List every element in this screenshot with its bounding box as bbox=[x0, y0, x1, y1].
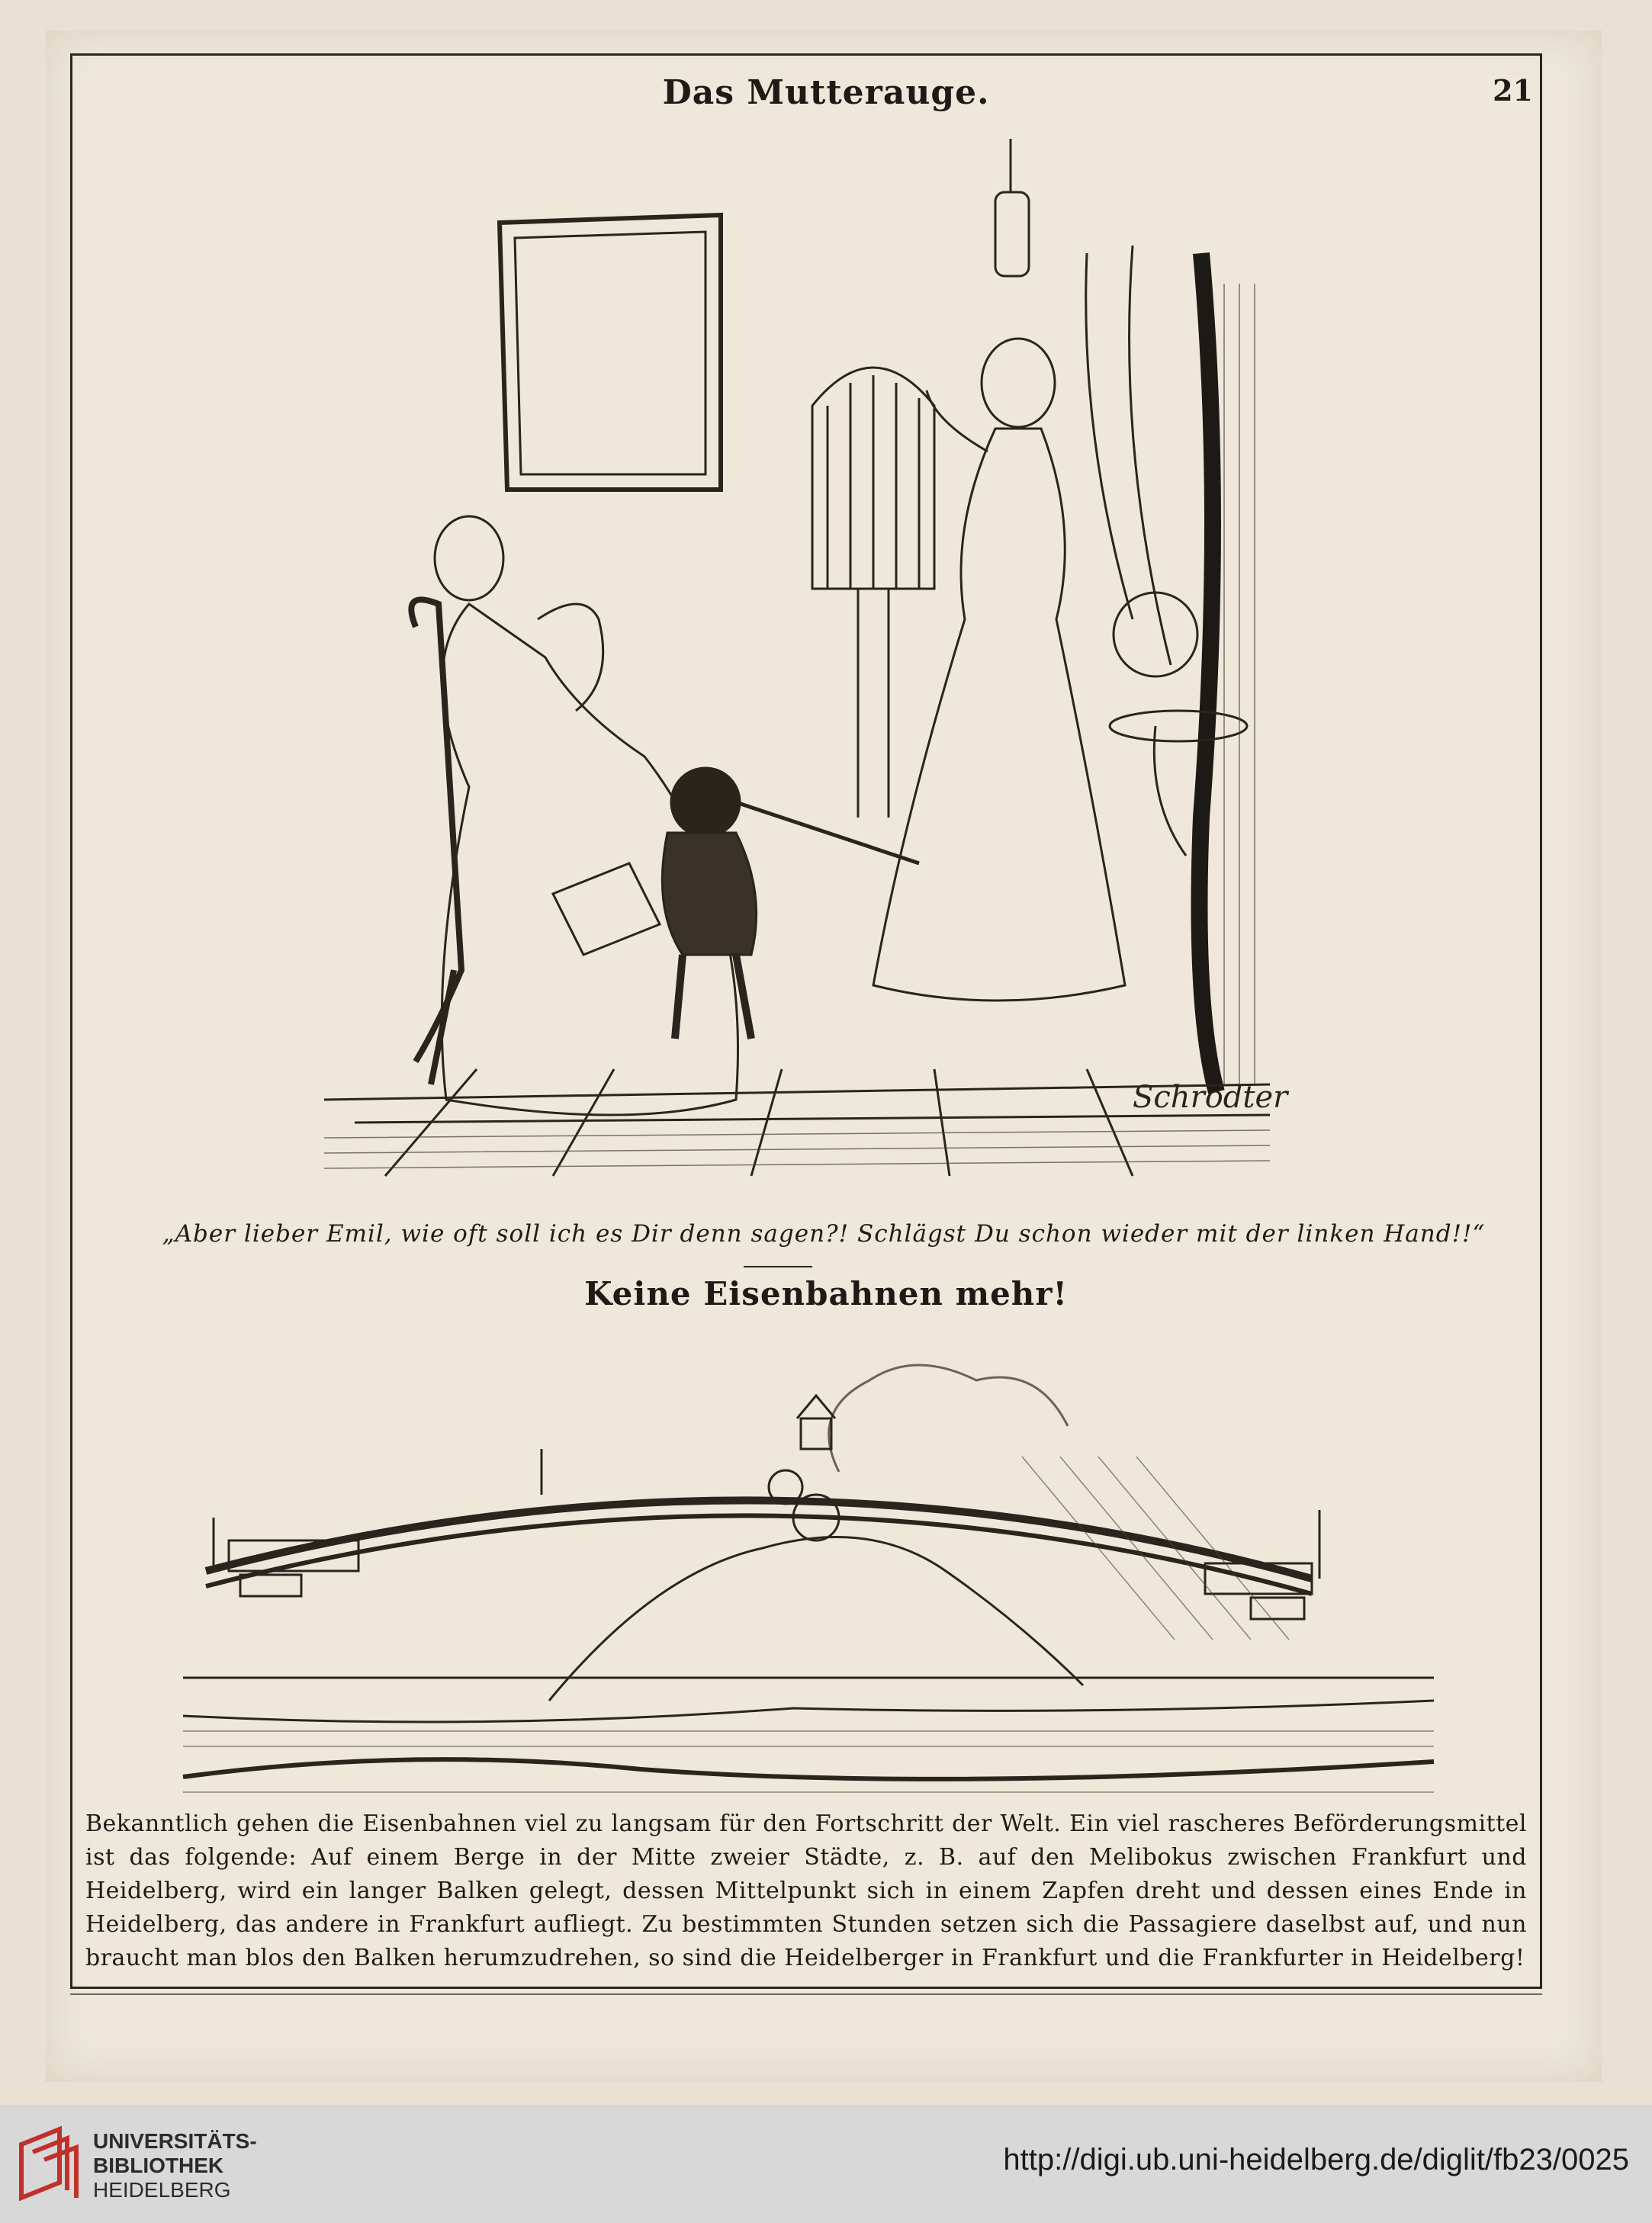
library-name-line-2: BIBLIOTHEK bbox=[93, 2154, 224, 2177]
artist-signature: Schrödter bbox=[1133, 1080, 1288, 1115]
library-name-line-3: HEIDELBERG bbox=[93, 2178, 231, 2202]
page-title: Das Mutterauge. bbox=[662, 73, 990, 112]
article-title: Keine Eisenbahnen mehr! bbox=[584, 1275, 1068, 1312]
page-number: 21 bbox=[1493, 73, 1533, 108]
permalink-url[interactable]: http://digi.ub.uni-heidelberg.de/diglit/fb23/0025 bbox=[1003, 2143, 1629, 2176]
illustration-caption: „Aber lieber Emil, wie oft soll ich es Dir denn sagen?! Schlägst Du schon wieder mit der linken Hand!!“ bbox=[162, 1220, 1486, 1248]
beam-bridge-illustration bbox=[183, 1319, 1434, 1807]
bottom-rule bbox=[70, 1993, 1542, 1995]
section-divider bbox=[744, 1266, 812, 1267]
parlour-illustration bbox=[324, 131, 1288, 1176]
library-logo-icon bbox=[14, 2122, 84, 2207]
library-footer bbox=[0, 2105, 1652, 2223]
article-body: Bekanntlich gehen die Eisenbahnen viel zu langsam für den Fortschritt der Welt. Ein viel rascheres Beförderungsmittel ist das folgende: Auf einem Berge in der Mitte zweier Städte, z. B. auf den Melibokus zwischen Frankfurt und Heidelberg, wird ein langer Balken gelegt, dessen Mittelpunkt sich in einem Zapfen dreht und dessen eines Ende in Heidelberg, das andere in Frankfurt aufliegt. Zu bestimmten Stunden setzen sich die Passagiere daselbst auf, und nun braucht man blos den Balken herumzudrehen, so sind die Heidelberger in Frankfurt und die Frankfurter in Heidelberg! bbox=[85, 1810, 1527, 1971]
library-name-line-1: UNIVERSITÄTS- bbox=[93, 2129, 257, 2153]
library-name bbox=[93, 2129, 257, 2202]
